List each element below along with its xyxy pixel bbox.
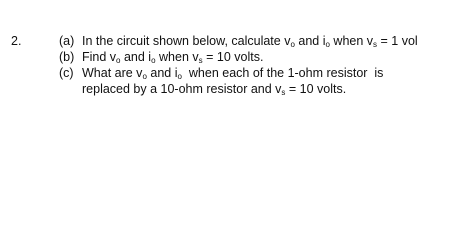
- question-parts: [59, 33, 464, 97]
- part-b-text-1: Find v: [82, 50, 117, 64]
- part-c: [59, 65, 464, 81]
- part-c-continuation: [59, 81, 464, 97]
- part-a-label: (a): [59, 34, 75, 48]
- v-subscript: o: [142, 72, 147, 81]
- part-c-text-3: when each of the 1-ohm resistor is: [181, 66, 384, 80]
- part-b-label: (b): [59, 50, 75, 64]
- part-c-label: (c): [59, 66, 74, 80]
- i-subscript: o: [325, 40, 330, 49]
- part-c-cont-text-2: = 10 volts.: [285, 82, 347, 96]
- part-a: [59, 33, 464, 49]
- part-b-text: [82, 49, 464, 65]
- part-c-text-2: and i: [146, 66, 178, 80]
- part-b-text-4: = 10 volts.: [202, 50, 264, 64]
- vs-subscript: s: [281, 88, 286, 97]
- part-a-text-4: = 1 vol: [377, 34, 418, 48]
- part-a-text-1: In the circuit shown below, calculate v: [82, 34, 291, 48]
- vs-subscript: s: [198, 56, 203, 65]
- part-b: [59, 49, 464, 65]
- part-c-cont-text-1: replaced by a 10-ohm resistor and v: [82, 82, 282, 96]
- question-number: 2.: [11, 34, 22, 48]
- part-c-text-1: What are v: [82, 66, 143, 80]
- v-subscript: o: [116, 56, 121, 65]
- i-subscript: o: [151, 56, 156, 65]
- v-subscript: o: [290, 40, 295, 49]
- part-c-text: [82, 65, 464, 81]
- part-a-text-2: and i: [294, 34, 326, 48]
- part-b-text-3: when v: [155, 50, 199, 64]
- vs-subscript: s: [373, 40, 378, 49]
- part-b-text-2: and i: [120, 50, 152, 64]
- part-a-text: [82, 33, 464, 49]
- part-a-text-3: when v: [329, 34, 374, 48]
- i-subscript: o: [177, 72, 182, 81]
